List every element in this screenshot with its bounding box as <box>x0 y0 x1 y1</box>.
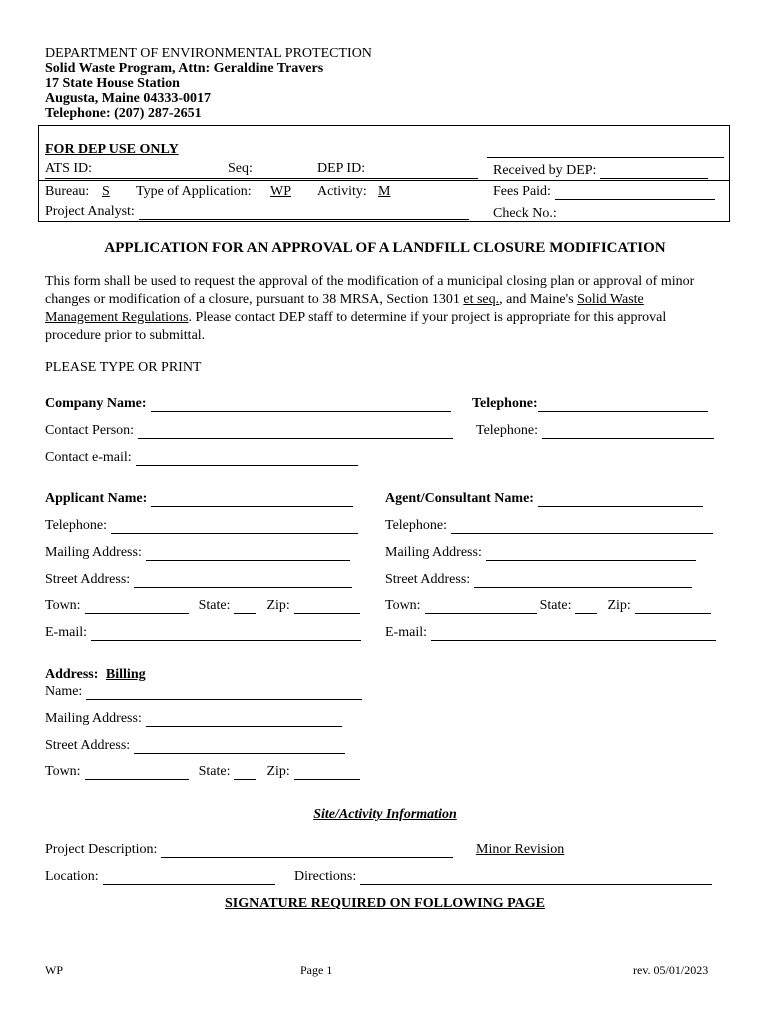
contact-email-line[interactable] <box>136 452 358 466</box>
please-type-or-print: PLEASE TYPE OR PRINT <box>45 360 202 375</box>
billing-state-label: State: <box>198 764 231 779</box>
intro-text-3: . Please contact DEP staff to determine if your project is appropriate for this approval procedure prior to submittal. <box>45 310 667 343</box>
project-description-field[interactable] <box>45 842 453 858</box>
received-by-dep-label: Received by DEP: <box>493 163 597 178</box>
applicant-mailing-field[interactable] <box>45 545 350 561</box>
contact-email-label: Contact e-mail: <box>45 450 132 465</box>
directions-field[interactable] <box>294 869 712 885</box>
agent-email-field[interactable] <box>385 625 716 641</box>
project-description-line[interactable] <box>161 844 453 858</box>
project-analyst-line[interactable] <box>139 206 469 220</box>
contact-email-field[interactable] <box>45 450 358 466</box>
project-analyst-field[interactable] <box>45 204 469 220</box>
agent-telephone-line[interactable] <box>451 520 713 534</box>
agent-town-field[interactable] <box>385 598 711 614</box>
contact-person-label: Contact Person: <box>45 423 135 438</box>
company-telephone-label: Telephone: <box>472 396 538 411</box>
project-description-label: Project Description: <box>45 842 158 857</box>
applicant-town-line[interactable] <box>85 600 189 614</box>
intro-et-seq: et seq. <box>463 292 500 307</box>
agent-name-field[interactable] <box>385 491 703 507</box>
billing-word: Billing <box>105 667 146 682</box>
applicant-street-label: Street Address: <box>45 572 131 587</box>
directions-label: Directions: <box>294 869 357 884</box>
check-no-line[interactable] <box>561 208 711 222</box>
fees-paid-field[interactable] <box>493 184 715 200</box>
agent-telephone-field[interactable] <box>385 518 713 534</box>
applicant-town-label: Town: <box>45 598 81 613</box>
contact-person-line[interactable] <box>138 425 453 439</box>
form-title: APPLICATION FOR AN APPROVAL OF A LANDFILL CLOSURE MODIFICATION <box>104 240 666 256</box>
applicant-town-field[interactable] <box>45 598 360 614</box>
type-of-application-value: WP <box>270 184 291 199</box>
applicant-telephone-field[interactable] <box>45 518 358 534</box>
agency-header <box>45 46 372 121</box>
billing-state-line[interactable] <box>234 766 256 780</box>
billing-name-line[interactable] <box>86 686 362 700</box>
applicant-mailing-line[interactable] <box>146 547 350 561</box>
minor-revision-value: Minor Revision <box>476 842 565 857</box>
intro-paragraph <box>45 273 720 345</box>
ats-row <box>45 161 478 179</box>
applicant-state-line[interactable] <box>234 600 256 614</box>
agency-name: DEPARTMENT OF ENVIRONMENTAL PROTECTION <box>45 46 372 61</box>
type-of-application-label: Type of Application: <box>136 184 252 199</box>
agent-street-label: Street Address: <box>385 572 471 587</box>
company-name-label: Company Name: <box>45 396 147 411</box>
bureau-value: S <box>102 184 110 199</box>
agent-name-line[interactable] <box>538 493 703 507</box>
agency-telephone: Telephone: (207) 287-2651 <box>45 106 202 121</box>
agent-mailing-field[interactable] <box>385 545 696 561</box>
dep-id-label[interactable]: DEP ID: <box>317 161 366 176</box>
applicant-mailing-label: Mailing Address: <box>45 545 142 560</box>
applicant-name-field[interactable] <box>45 491 353 507</box>
billing-mailing-line[interactable] <box>146 713 342 727</box>
intro-text-1: This form shall be used to request the approval of the modification of a municipal closing plan or approval of minor changes or modification of a closure, pursuant to 38 MRSA, Section 1301 <box>45 274 695 307</box>
billing-name-field[interactable] <box>45 684 362 700</box>
site-activity-heading: Site/Activity Information <box>313 807 457 822</box>
applicant-street-field[interactable] <box>45 572 352 588</box>
box-row-divider <box>38 180 730 181</box>
agent-zip-line[interactable] <box>635 600 711 614</box>
agent-name-label: Agent/Consultant Name: <box>385 491 534 506</box>
station: 17 State House Station <box>45 76 180 91</box>
agent-mailing-line[interactable] <box>486 547 696 561</box>
agent-town-line[interactable] <box>425 600 537 614</box>
intro-text-2: , and Maine's <box>499 292 578 307</box>
contact-telephone-line[interactable] <box>542 425 714 439</box>
seq-label[interactable]: Seq: <box>228 161 253 176</box>
applicant-zip-line[interactable] <box>294 600 360 614</box>
footer-form-code: WP <box>45 963 63 977</box>
billing-name-label: Name: <box>45 684 83 699</box>
dep-use-only-title: FOR DEP USE ONLY <box>45 142 179 157</box>
check-no-field[interactable] <box>493 206 711 222</box>
applicant-name-label: Applicant Name: <box>45 491 148 506</box>
check-no-label: Check No.: <box>493 206 557 221</box>
footer-page-number: Page 1 <box>300 963 333 977</box>
agent-telephone-label: Telephone: <box>385 518 447 533</box>
agent-state-label: State: <box>539 598 572 613</box>
agent-zip-label: Zip: <box>607 598 631 613</box>
billing-street-label: Street Address: <box>45 738 131 753</box>
agent-mailing-label: Mailing Address: <box>385 545 482 560</box>
billing-town-line[interactable] <box>85 766 189 780</box>
agent-state-line[interactable] <box>575 600 597 614</box>
applicant-state-label: State: <box>198 598 231 613</box>
contact-telephone-field[interactable] <box>476 423 714 439</box>
location-field[interactable] <box>45 869 275 885</box>
contact-person-field[interactable] <box>45 423 453 439</box>
billing-town-label: Town: <box>45 764 81 779</box>
location-line[interactable] <box>103 871 275 885</box>
billing-zip-line[interactable] <box>294 766 360 780</box>
directions-line[interactable] <box>360 871 712 885</box>
billing-town-field[interactable] <box>45 764 360 780</box>
footer-revision-date: rev. 05/01/2023 <box>633 963 709 977</box>
applicant-name-line[interactable] <box>151 493 353 507</box>
billing-street-field[interactable] <box>45 738 345 754</box>
city-zip: Augusta, Maine 04333-0017 <box>45 91 212 106</box>
company-telephone-line[interactable] <box>538 398 708 412</box>
applicant-telephone-label: Telephone: <box>45 518 107 533</box>
program-attn: Solid Waste Program, Attn: Geraldine Travers <box>45 61 324 76</box>
billing-mailing-field[interactable] <box>45 711 342 727</box>
agent-email-label: E-mail: <box>385 625 427 640</box>
box-divider <box>487 157 724 158</box>
billing-street-line[interactable] <box>134 740 345 754</box>
bureau-label: Bureau: <box>45 184 90 199</box>
agent-town-label: Town: <box>385 598 421 613</box>
applicant-zip-label: Zip: <box>266 598 290 613</box>
received-by-dep-line[interactable] <box>600 165 708 179</box>
applicant-email-line[interactable] <box>91 627 361 641</box>
agent-street-line[interactable] <box>474 574 692 588</box>
company-name-field[interactable] <box>45 396 451 412</box>
company-telephone-field[interactable] <box>472 396 708 412</box>
contact-telephone-label: Telephone: <box>476 423 538 438</box>
applicant-email-label: E-mail: <box>45 625 87 640</box>
intro-regulations: Solid Waste Management Regulations <box>45 292 644 325</box>
activity-label: Activity: <box>317 184 367 199</box>
received-by-dep-field[interactable] <box>493 163 708 179</box>
ats-id-label[interactable]: ATS ID: <box>45 161 93 176</box>
applicant-email-field[interactable] <box>45 625 361 641</box>
agent-email-line[interactable] <box>431 627 716 641</box>
project-analyst-label: Project Analyst: <box>45 204 135 219</box>
fees-paid-line[interactable] <box>555 186 715 200</box>
company-name-line[interactable] <box>151 398 451 412</box>
activity-value: M <box>378 184 391 199</box>
signature-required-note: SIGNATURE REQUIRED ON FOLLOWING PAGE <box>225 896 545 911</box>
agent-street-field[interactable] <box>385 572 692 588</box>
fees-paid-label: Fees Paid: <box>493 184 551 199</box>
location-label: Location: <box>45 869 99 884</box>
applicant-telephone-line[interactable] <box>111 520 358 534</box>
applicant-street-line[interactable] <box>134 574 352 588</box>
billing-address-label: Address: <box>45 667 99 682</box>
billing-mailing-label: Mailing Address: <box>45 711 142 726</box>
billing-heading <box>45 667 146 683</box>
billing-zip-label: Zip: <box>266 764 290 779</box>
